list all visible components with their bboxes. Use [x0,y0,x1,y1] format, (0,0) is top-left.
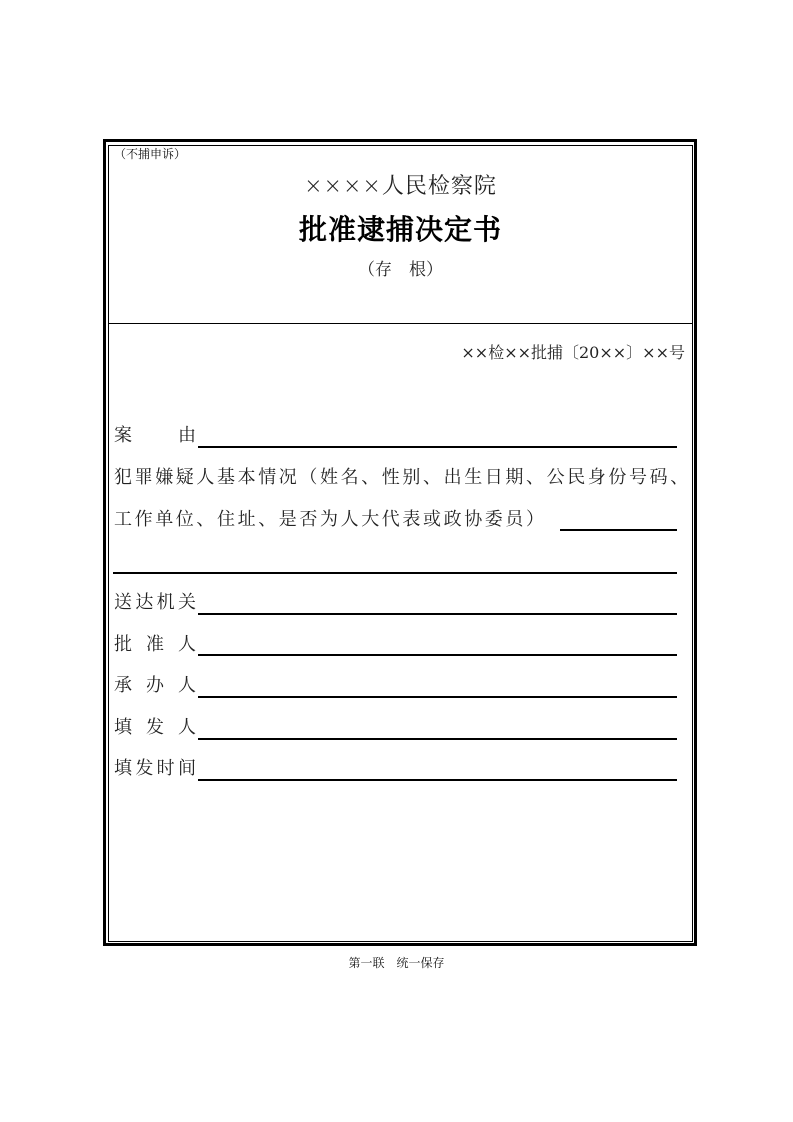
copy-note: 第一联 统一保存 [348,956,445,970]
issuer-field[interactable] [198,738,677,740]
case-cause-label-text: 案 由 [114,425,196,446]
approver-label [114,633,196,657]
handler-field[interactable] [198,696,677,698]
suspect-info-field-continued[interactable] [113,572,677,574]
issuer-label [114,716,196,740]
delivery-agency-label [114,591,196,615]
handler-label-text: 承 办 人 [114,675,196,696]
issue-time-field[interactable] [198,779,677,781]
case-cause-label [114,424,196,448]
suspect-info-label-line1: 犯罪嫌疑人基本情况（姓名、性别、出生日期、公民身份号码、 [114,467,691,488]
court-name: ××××人民检察院 [304,174,497,199]
stub-label: （存 根） [358,260,443,280]
suspect-info-field[interactable] [560,529,677,531]
document-number: ××检××批捕〔20××〕××号 [461,343,685,362]
issue-time-label [114,757,196,781]
issuer-label-text: 填 发 人 [114,717,196,738]
category-tag: （不捕申诉） [114,147,187,161]
case-cause-field[interactable] [198,446,677,448]
delivery-agency-label-text: 送达机关 [114,592,196,613]
approver-field[interactable] [198,654,677,656]
approver-label-text: 批 准 人 [114,634,196,655]
issue-time-label-text: 填发时间 [114,758,196,779]
suspect-info-label-line2: 工作单位、住址、是否为人大代表或政协委员） [114,509,547,530]
document-title: 批准逮捕决定书 [298,213,502,246]
handler-label [114,674,196,698]
delivery-agency-field[interactable] [198,613,677,615]
header-divider [108,323,693,324]
